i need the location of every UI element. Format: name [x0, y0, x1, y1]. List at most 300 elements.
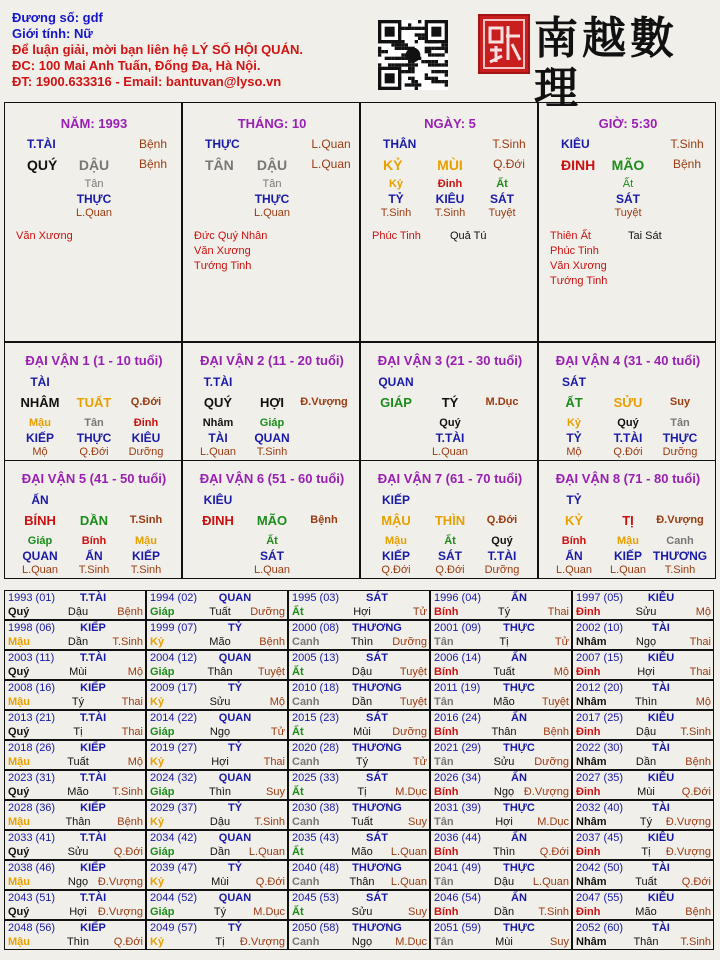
hidden-stage: Q.Đới — [381, 564, 411, 576]
year-stage: Bệnh — [117, 816, 143, 828]
year-stem: Canh — [292, 816, 320, 828]
ten-god: QUAN — [378, 375, 414, 389]
dai-van-title: ĐẠI VẬN 2 (11 - 20 tuổi) — [200, 353, 344, 368]
hidden-stage: T.Sinh — [664, 564, 696, 576]
year-stage: Bệnh — [259, 636, 285, 648]
year-cell — [146, 830, 288, 860]
year-label: 2035 (43) — [292, 832, 340, 844]
year-label: 2028 (36) — [8, 802, 56, 814]
year-stem: Mậu — [8, 876, 30, 888]
hidden-stage: L.Quan — [199, 446, 237, 458]
year-cell — [4, 860, 146, 890]
year-stage: Bệnh — [685, 756, 711, 768]
star-name: Tướng Tinh — [194, 260, 252, 272]
year-cell — [572, 800, 714, 830]
header-line: Để luận giải, mời bạn liên hệ LÝ SỐ HỘI QUÁN. — [12, 42, 303, 57]
year-stage: Tử — [270, 726, 285, 738]
year-label: 2030 (38) — [292, 802, 340, 814]
ten-god: THÂN — [383, 137, 417, 151]
year-cell — [430, 710, 572, 740]
star-name: Thiên Ất — [550, 230, 591, 242]
year-label: 2038 (46) — [8, 862, 56, 874]
year-label: 2026 (34) — [434, 772, 482, 784]
year-stem: Giáp — [150, 606, 175, 618]
year-label: 2016 (24) — [434, 712, 482, 724]
year-stem: Mậu — [8, 756, 30, 768]
year-branch: Mùi — [211, 876, 229, 888]
hidden-stem: Ất — [266, 535, 278, 547]
year-ten-god: THỰC — [503, 922, 535, 934]
year-stage: Tử — [412, 606, 427, 618]
year-stage: Bệnh — [117, 606, 143, 618]
year-stage: Tử — [412, 756, 427, 768]
dai-van-cell — [4, 342, 182, 461]
year-branch: Thân — [207, 666, 233, 678]
year-ten-god: QUAN — [218, 832, 252, 844]
year-ten-god: THƯƠNG — [352, 622, 402, 634]
year-ten-god: THỰC — [503, 682, 535, 694]
year-branch: Tuất — [635, 876, 657, 888]
year-cell — [146, 920, 288, 950]
dai-van-cell — [4, 460, 182, 579]
year-ten-god: TÀI — [652, 682, 670, 694]
earthly-branch: TUẤT — [76, 395, 112, 410]
year-stage: Tuyệt — [399, 696, 427, 708]
year-branch: Hợi — [211, 756, 229, 768]
year-stem: Ất — [292, 846, 304, 858]
hidden-god: THỰC — [662, 431, 698, 445]
year-branch: Tuất — [351, 816, 373, 828]
year-cell — [572, 680, 714, 710]
year-stage: Mộ — [127, 666, 143, 678]
year-branch: Thân — [633, 936, 659, 948]
year-ten-god: ẤN — [511, 712, 527, 724]
year-label: 2022 (30) — [576, 742, 624, 754]
dai-van-title: ĐẠI VẬN 6 (51 - 60 tuổi) — [199, 471, 345, 486]
year-branch: Tý — [497, 606, 511, 618]
year-branch: Dậu — [67, 606, 89, 618]
hidden-stem: Đinh — [133, 417, 159, 429]
year-stage: Mộ — [695, 696, 711, 708]
year-cell — [288, 890, 430, 920]
year-branch: Hợi — [495, 816, 513, 828]
year-cell — [288, 800, 430, 830]
heavenly-stem: ĐINH — [202, 513, 234, 528]
hidden-stage: Dưỡng — [662, 446, 698, 458]
hidden-god: T.TÀI — [435, 431, 465, 445]
year-stage: Mộ — [269, 696, 285, 708]
year-ten-god: TỶ — [227, 922, 243, 934]
year-branch: Dậu — [493, 876, 515, 888]
year-stem: Đinh — [576, 906, 601, 918]
year-stage: Mộ — [695, 606, 711, 618]
year-ten-god: KIÊU — [647, 772, 675, 784]
year-label: 2042 (50) — [576, 862, 624, 874]
year-stem: Tân — [434, 936, 454, 948]
year-cell — [288, 710, 430, 740]
stage-bottom: Bệnh — [672, 157, 702, 171]
dai-van-title: ĐẠI VẬN 8 (71 - 80 tuổi) — [555, 471, 701, 486]
year-stem: Bính — [434, 846, 459, 858]
year-cell — [430, 590, 572, 620]
year-label: 2034 (42) — [150, 832, 198, 844]
year-branch: Ngọ — [67, 876, 89, 888]
hidden-god: SÁT — [260, 549, 284, 563]
year-branch: Mùi — [353, 726, 371, 738]
year-cell — [288, 590, 430, 620]
year-cell — [4, 680, 146, 710]
year-branch: Ngọ — [493, 786, 515, 798]
star-name: Phúc Tinh — [550, 245, 599, 257]
year-cell — [430, 830, 572, 860]
year-branch: Dậu — [209, 816, 231, 828]
stage-top: L.Quan — [311, 137, 351, 151]
year-stem: Quý — [8, 906, 30, 918]
hidden-stem: Ất — [444, 535, 456, 547]
year-stage: Bệnh — [543, 726, 569, 738]
year-label: 2048 (56) — [8, 922, 56, 934]
hidden-god: THỰC — [254, 192, 290, 206]
year-branch: Tị — [215, 936, 225, 948]
year-stem: Đinh — [576, 726, 601, 738]
ten-god: T.TÀI — [203, 375, 233, 389]
year-branch: Tý — [213, 906, 227, 918]
year-label: 1995 (03) — [292, 592, 340, 604]
year-stem: Kỷ — [150, 816, 165, 828]
year-stem: Bính — [434, 786, 459, 798]
year-stem: Nhâm — [576, 816, 607, 828]
stage-bottom: L.Quan — [311, 157, 351, 171]
year-stage: Q.Đới — [681, 876, 711, 888]
year-branch: Tý — [355, 756, 369, 768]
year-stage: M.Dục — [537, 816, 569, 828]
hidden-stage: L.Quan — [431, 446, 469, 458]
year-branch: Thìn — [350, 636, 373, 648]
seal-glyph-icon — [480, 16, 528, 72]
year-stem: Kỷ — [150, 696, 165, 708]
year-branch: Sửu — [209, 696, 231, 708]
year-label: 1998 (06) — [8, 622, 56, 634]
year-stage: M.Dục — [253, 906, 285, 918]
year-branch: Mão — [493, 696, 515, 708]
pillar-title: NĂM: 1993 — [60, 116, 128, 131]
year-ten-god: QUAN — [218, 652, 252, 664]
stage: Q.Đới — [130, 396, 162, 408]
year-stage: Dưỡng — [392, 636, 427, 648]
year-stage: T.Sinh — [538, 906, 569, 918]
year-branch: Mão — [209, 636, 231, 648]
year-cell — [288, 860, 430, 890]
year-cell — [572, 890, 714, 920]
year-branch: Sửu — [351, 906, 373, 918]
ten-god: T.TÀI — [27, 137, 56, 151]
year-stage: Đ.Vượng — [239, 936, 285, 948]
year-stem: Nhâm — [576, 936, 607, 948]
year-ten-god: THỰC — [503, 802, 535, 814]
year-branch: Hợi — [637, 666, 655, 678]
year-ten-god: THƯƠNG — [352, 682, 402, 694]
year-label: 2000 (08) — [292, 622, 340, 634]
year-branch: Dần — [351, 696, 373, 708]
heavenly-stem: TÂN — [205, 157, 234, 173]
year-stem: Giáp — [150, 906, 175, 918]
year-cell — [146, 770, 288, 800]
year-branch: Thìn — [634, 696, 657, 708]
year-stem: Tân — [434, 756, 454, 768]
year-label: 2025 (33) — [292, 772, 340, 784]
year-stage: L.Quan — [390, 876, 427, 888]
year-branch: Dần — [493, 906, 515, 918]
heavenly-stem: BÍNH — [24, 513, 56, 528]
dai-van-cell — [538, 460, 716, 579]
stage-top: T.Sinh — [670, 137, 704, 151]
year-cell — [572, 830, 714, 860]
stage: Suy — [669, 396, 691, 408]
star-name: Tướng Tinh — [550, 275, 608, 287]
year-stage: Q.Đới — [539, 846, 569, 858]
hidden-god: SÁT — [438, 549, 462, 563]
year-ten-god: KIẾP — [80, 862, 106, 874]
year-label: 2008 (16) — [8, 682, 56, 694]
year-ten-god: KIÊU — [647, 832, 675, 844]
earthly-branch: DẬU — [78, 157, 110, 173]
year-label: 2011 (19) — [434, 682, 481, 694]
year-stage: T.Sinh — [680, 936, 711, 948]
year-stem: Quý — [8, 666, 30, 678]
stage-top: T.Sinh — [492, 137, 526, 151]
year-stem: Quý — [8, 726, 30, 738]
hidden-stage: Mộ — [32, 446, 48, 458]
year-branch: Hợi — [69, 906, 87, 918]
year-label: 2005 (13) — [292, 652, 340, 664]
heavenly-stem: MẬU — [381, 513, 411, 528]
hidden-stem: Bính — [81, 535, 107, 547]
year-ten-god: ẤN — [511, 892, 527, 904]
year-cell — [4, 650, 146, 680]
year-stage: Tuyệt — [399, 666, 427, 678]
year-ten-god: TỶ — [227, 742, 243, 754]
year-label: 2039 (47) — [150, 862, 198, 874]
year-ten-god: KIẾP — [80, 802, 106, 814]
hidden-stem: Tân — [84, 417, 104, 429]
year-label: 2023 (31) — [8, 772, 56, 784]
star-name: Văn Xương — [550, 260, 607, 272]
year-stem: Canh — [292, 636, 320, 648]
hidden-stage: T.Sinh — [380, 207, 412, 219]
dai-van-title: ĐẠI VẬN 7 (61 - 70 tuổi) — [377, 471, 523, 486]
ten-god: KIÊU — [203, 493, 233, 507]
hidden-stage: T.Sinh — [78, 564, 110, 576]
stage: T.Sinh — [129, 514, 163, 526]
year-cell — [4, 710, 146, 740]
year-stem: Bính — [434, 666, 459, 678]
hidden-stem: Mậu — [29, 417, 51, 429]
earthly-branch: TỊ — [622, 513, 634, 528]
year-ten-god: T.TÀI — [79, 892, 107, 904]
year-cell — [4, 740, 146, 770]
earthly-branch: MÃO — [256, 513, 288, 528]
hidden-god: KIẾP — [613, 549, 642, 563]
year-stage: Q.Đới — [255, 876, 285, 888]
hidden-stage: L.Quan — [555, 564, 593, 576]
hidden-stem: Mậu — [135, 535, 157, 547]
year-branch: Thân — [65, 816, 91, 828]
year-stage: Suy — [408, 816, 427, 828]
ten-god: KIẾP — [381, 493, 410, 507]
hidden-stem: Mậu — [385, 535, 407, 547]
year-ten-god: KIÊU — [647, 652, 675, 664]
heavenly-stem: GIÁP — [380, 395, 412, 410]
qr-code — [378, 20, 448, 90]
hidden-stage: Q.Đới — [79, 446, 109, 458]
hidden-stem: Bính — [561, 535, 587, 547]
pillar-title: GIỜ: 5:30 — [598, 116, 658, 131]
pillar-cell — [4, 102, 182, 342]
year-ten-god: THỰC — [503, 862, 535, 874]
year-branch: Thân — [491, 726, 517, 738]
year-label: 1996 (04) — [434, 592, 482, 604]
year-cell — [430, 890, 572, 920]
year-stage: L.Quan — [248, 846, 285, 858]
year-ten-god: KIẾP — [80, 742, 106, 754]
earthly-branch: MÙI — [437, 157, 463, 173]
year-cell — [430, 860, 572, 890]
dai-van-cell — [182, 460, 360, 579]
year-cell — [572, 740, 714, 770]
hidden-god: KIẾP — [25, 431, 54, 445]
year-cell — [4, 920, 146, 950]
year-stage: Đ.Vượng — [665, 816, 711, 828]
ten-god: ẤN — [31, 493, 49, 507]
year-branch: Thìn — [208, 786, 231, 798]
year-cell — [430, 740, 572, 770]
year-ten-god: THƯƠNG — [352, 862, 402, 874]
hidden-god: SÁT — [490, 192, 514, 206]
year-ten-god: TỶ — [227, 802, 243, 814]
year-stage: Thai — [689, 666, 711, 678]
year-stem: Nhâm — [576, 876, 607, 888]
heavenly-stem: NHÂM — [20, 395, 60, 410]
year-stage: L.Quan — [390, 846, 427, 858]
year-cell — [572, 620, 714, 650]
brand-title: 南越數理 — [534, 13, 678, 114]
ten-god: THỰC — [205, 137, 240, 151]
dai-van-title: ĐẠI VẬN 1 (1 - 10 tuổi) — [25, 353, 163, 368]
heavenly-stem: ẤT — [565, 395, 583, 410]
year-label: 1993 (01) — [8, 592, 56, 604]
year-cell — [146, 890, 288, 920]
year-branch: Thìn — [66, 936, 89, 948]
header-line: ĐC: 100 Mai Anh Tuấn, Đống Đa, Hà Nội. — [12, 58, 261, 73]
year-branch: Dần — [209, 846, 231, 858]
year-stage: Mộ — [553, 666, 569, 678]
hidden-stage: L.Quan — [253, 564, 291, 576]
year-branch: Tị — [499, 636, 509, 648]
year-stage: Tuyệt — [257, 666, 285, 678]
year-branch: Mùi — [495, 936, 513, 948]
dai-van-title: ĐẠI VẬN 5 (41 - 50 tuổi) — [21, 471, 167, 486]
year-branch: Mùi — [69, 666, 87, 678]
hidden-stage: T.Sinh — [434, 207, 466, 219]
year-ten-god: TỶ — [227, 862, 243, 874]
year-label: 2029 (37) — [150, 802, 198, 814]
year-stage: M.Dục — [395, 936, 427, 948]
year-stem: Quý — [8, 846, 30, 858]
year-stem: Giáp — [150, 846, 175, 858]
year-stem: Đinh — [576, 606, 601, 618]
hidden-god: TÀI — [208, 431, 228, 445]
year-cell — [4, 830, 146, 860]
year-stem: Nhâm — [576, 696, 607, 708]
year-stage: Thai — [121, 726, 143, 738]
year-branch: Sửu — [67, 846, 89, 858]
year-ten-god: QUAN — [218, 772, 252, 784]
year-ten-god: KIẾP — [80, 622, 106, 634]
header-line: ĐT: 1900.633316 - Email: bantuvan@lyso.vn — [12, 74, 282, 89]
pillar-cell — [538, 102, 716, 342]
hidden-god: QUAN — [254, 431, 290, 445]
year-label: 2020 (28) — [292, 742, 340, 754]
year-stem: Mậu — [8, 636, 30, 648]
year-branch: Ngọ — [351, 936, 373, 948]
year-ten-god: THƯƠNG — [352, 922, 402, 934]
year-cell — [430, 800, 572, 830]
year-label: 1997 (05) — [576, 592, 624, 604]
year-cell — [430, 920, 572, 950]
hidden-stem: Kỷ — [566, 417, 582, 429]
year-ten-god: THƯƠNG — [352, 742, 402, 754]
year-cell — [146, 680, 288, 710]
year-label: 2051 (59) — [434, 922, 482, 934]
heavenly-stem: QUÝ — [203, 395, 233, 410]
hidden-stage: L.Quan — [609, 564, 647, 576]
year-label: 2046 (54) — [434, 892, 482, 904]
year-label: 2004 (12) — [150, 652, 198, 664]
earthly-branch: DẬU — [256, 157, 288, 173]
year-stage: Dưỡng — [534, 756, 569, 768]
heavenly-stem: KỶ — [383, 157, 403, 173]
hidden-stem: Tân — [262, 178, 282, 190]
year-label: 2040 (48) — [292, 862, 340, 874]
year-cell — [4, 800, 146, 830]
hidden-stage: Dưỡng — [128, 446, 164, 458]
year-branch: Tý — [639, 816, 653, 828]
year-stem: Mậu — [8, 936, 30, 948]
year-stage: Thai — [689, 636, 711, 648]
year-stem: Bính — [434, 906, 459, 918]
dai-van-cell — [182, 342, 360, 461]
year-cell — [572, 650, 714, 680]
year-stem: Canh — [292, 756, 320, 768]
year-stem: Canh — [292, 876, 320, 888]
year-ten-god: TÀI — [652, 622, 670, 634]
year-stem: Quý — [8, 606, 30, 618]
year-stage: Thai — [547, 606, 569, 618]
year-cell — [430, 680, 572, 710]
red-seal-stamp — [478, 14, 530, 74]
year-ten-god: THƯƠNG — [352, 802, 402, 814]
year-stage: Bệnh — [685, 906, 711, 918]
year-cell — [146, 710, 288, 740]
year-cell — [572, 770, 714, 800]
year-stem: Kỷ — [150, 876, 165, 888]
earthly-branch: DẦN — [79, 513, 109, 528]
hidden-god: QUAN — [22, 549, 58, 563]
earthly-branch: HỢI — [259, 395, 285, 410]
year-stem: Giáp — [150, 726, 175, 738]
year-label: 2010 (18) — [292, 682, 340, 694]
year-stage: Tử — [554, 636, 569, 648]
